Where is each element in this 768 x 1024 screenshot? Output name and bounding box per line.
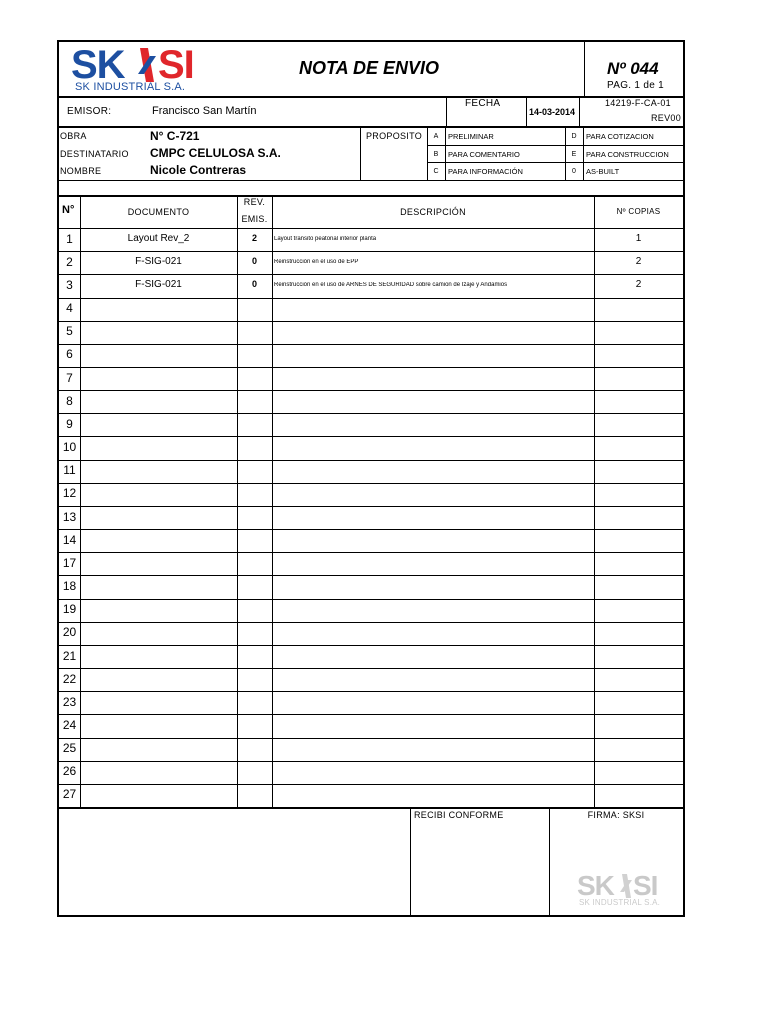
option-label-d: PARA COTIZACION [586, 132, 654, 141]
table-row-divider [59, 436, 683, 437]
table-row-divider [59, 714, 683, 715]
row-number: 9 [66, 417, 73, 430]
row-number: 18 [62, 580, 77, 592]
option-label-a: PRELIMINAR [448, 132, 494, 141]
option-code-e: E [571, 151, 577, 158]
option-code-d: D [571, 133, 577, 140]
option-label-b: PARA COMENTARIO [448, 150, 520, 159]
row-descripcion: Reinstrucción en el uso de EPP [274, 258, 359, 265]
row-number: 8 [66, 394, 73, 407]
logo-subtitle: SK INDUSTRIAL S.A. [75, 81, 186, 93]
row-number: 6 [66, 348, 73, 361]
document-number: Nº 044 [607, 59, 659, 78]
fecha-label: FECHA [465, 98, 501, 109]
destinatario-value: CMPC CELULOSA S.A. [150, 146, 281, 160]
row-number: 10 [62, 441, 77, 453]
option-code-a: A [433, 133, 439, 140]
row-number: 7 [66, 371, 73, 384]
logo-si: SI [158, 43, 194, 87]
stamp-si: SI [633, 870, 658, 901]
stamp-sk: SK [577, 870, 614, 901]
table-row-divider [59, 599, 683, 600]
company-stamp [577, 872, 667, 912]
option-label-e: PARA CONSTRUCCION [586, 150, 669, 159]
row-copias: 2 [635, 279, 642, 290]
row-number: 1 [66, 232, 73, 245]
logo-sk: SK [71, 43, 125, 87]
table-row-divider [59, 390, 683, 391]
table-row-divider [59, 552, 683, 553]
row-documento: F-SIG-021 [135, 279, 182, 290]
fecha-value: 14-03-2014 [529, 107, 576, 117]
row-revision: 0 [251, 257, 257, 267]
page-indicator: PAG. 1 de 1 [607, 80, 665, 91]
row-descripcion: Layout transito peatonal interior planta [274, 235, 377, 242]
col-header-num: N° [62, 204, 75, 216]
row-number: 2 [66, 255, 73, 268]
recibi-conforme-label: RECIBI CONFORME [414, 811, 504, 820]
form-code: 14219-F-CA-01 [605, 98, 671, 108]
option-label-c: PARA INFORMACIÓN [448, 167, 523, 176]
row-number: 13 [62, 510, 77, 523]
row-number: 17 [62, 556, 77, 569]
nota-de-envio-form [57, 40, 685, 917]
row-number: 3 [66, 278, 73, 291]
emisor-value: Francisco San Martín [152, 105, 257, 117]
row-revision: 0 [251, 280, 257, 290]
destinatario-label: DESTINATARIO [60, 149, 129, 159]
emisor-label: EMISOR: [67, 106, 112, 117]
row-number: 22 [62, 672, 77, 685]
row-number: 23 [62, 695, 77, 708]
option-label-0: AS-BUILT [586, 167, 620, 176]
col-header-rev: REV. [243, 197, 266, 207]
table-row-divider [59, 784, 683, 785]
table-row-divider [59, 622, 683, 623]
row-number: 19 [62, 603, 77, 616]
row-copias: 2 [635, 256, 642, 267]
row-number: 26 [62, 765, 77, 778]
table-row-divider [59, 691, 683, 692]
table-row-divider [59, 251, 683, 252]
nombre-value: Nicole Contreras [150, 163, 247, 177]
option-code-0: 0 [572, 168, 576, 175]
table-row-divider [59, 274, 683, 275]
table-row-divider [59, 529, 683, 530]
proposito-label: PROPOSITO [366, 131, 423, 141]
row-number: 4 [66, 302, 73, 315]
col-header-documento: DOCUMENTO [127, 207, 190, 217]
col-header-descripcion: DESCRIPCIÓN [400, 207, 466, 217]
row-number: 24 [62, 718, 77, 731]
table-header-divider [59, 228, 683, 229]
row-copias: 1 [635, 233, 642, 244]
table-row-divider [59, 738, 683, 739]
table-row-divider [59, 344, 683, 345]
table-row-divider [59, 367, 683, 368]
row-revision: 2 [251, 234, 257, 244]
row-descripcion: Reinstrucción en el uso de ARNES DE SEGURIDAD sobre camion de Izaje y Andamios [274, 281, 508, 288]
table-row-divider [59, 645, 683, 646]
table-row-divider [59, 298, 683, 299]
col-header-copias: Nº COPIAS [616, 207, 661, 216]
table-row-divider [59, 575, 683, 576]
row-documento: Layout Rev_2 [127, 233, 190, 244]
row-number: 20 [62, 626, 77, 639]
option-code-b: B [433, 151, 439, 158]
stamp-subtitle: SK INDUSTRIAL S.A. [579, 898, 661, 907]
row-number: 21 [62, 649, 77, 662]
row-documento: F-SIG-021 [135, 256, 182, 267]
table-row-divider [59, 483, 683, 484]
table-row-divider [59, 413, 683, 414]
obra-label: OBRA [60, 131, 87, 141]
obra-value: N° C-721 [150, 129, 200, 143]
table-row-divider [59, 321, 683, 322]
stamp-slash-icon [619, 874, 633, 898]
row-number: 25 [62, 742, 77, 755]
firma-label: FIRMA: SKSI [587, 810, 645, 820]
document-title: NOTA DE ENVIO [299, 58, 440, 78]
nombre-label: NOMBRE [60, 166, 102, 176]
row-number: 11 [63, 464, 76, 477]
option-code-c: C [433, 168, 439, 175]
row-number: 27 [62, 788, 77, 801]
table-row-divider [59, 668, 683, 669]
table-row-divider [59, 506, 683, 507]
row-number: 5 [66, 325, 73, 338]
row-number: 12 [62, 487, 77, 500]
table-row-divider [59, 761, 683, 762]
row-number: 14 [62, 533, 77, 546]
col-header-emis: EMIS. [241, 214, 268, 224]
document-table-rows [59, 42, 683, 915]
table-row-divider [59, 460, 683, 461]
form-revision: REV00 [651, 113, 682, 123]
